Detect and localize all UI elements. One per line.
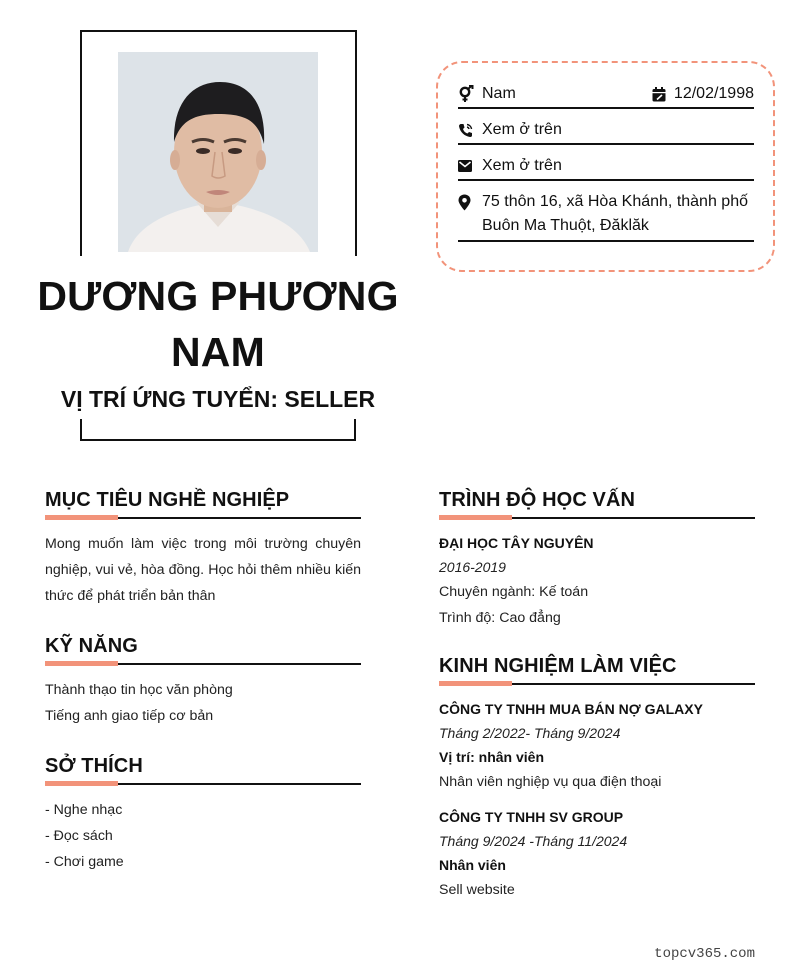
contact-row-gender-dob (458, 82, 754, 109)
dob-value: 12/02/1998 (673, 85, 754, 102)
gender-icon (458, 82, 482, 106)
position-title: VỊ TRÍ ỨNG TUYỂN: SELLER (60, 386, 376, 412)
education-period: 2016-2019 (439, 559, 506, 575)
phone-value: Xem ở trên (482, 121, 562, 138)
school-name: ĐẠI HỌC TÂY NGUYÊN (439, 535, 594, 551)
map-pin-icon (458, 190, 482, 214)
section-divider (439, 515, 755, 521)
job-role: Vị trí: nhân viên (439, 749, 545, 765)
objective-text: Mong muốn làm việc trong môi trường chuyên nghiệp, vui vẻ, hòa đồng. Học hỏi thêm nhiều kiến thức để phát triển bản thân (45, 536, 361, 604)
education-major: Chuyên ngành: Kế toán (439, 584, 589, 600)
skills-title: KỸ NĂNG (45, 635, 138, 657)
decorative-bracket (80, 419, 356, 441)
experience-title: KINH NGHIỆM LÀM VIỆC (439, 655, 677, 677)
watermark: topcv365.com (654, 946, 755, 962)
education-level: Trình độ: Cao đẳng (439, 610, 561, 626)
job-period: Tháng 9/2024 -Tháng 11/2024 (439, 833, 628, 849)
email-value: Xem ở trên (482, 157, 562, 174)
section-experience (439, 653, 755, 903)
envelope-icon (458, 154, 482, 178)
job-description: Nhân viên nghiệp vụ qua điện thoại (439, 774, 662, 790)
job-entry (439, 805, 755, 903)
job-role: Nhân viên (439, 857, 506, 873)
job-company: CÔNG TY TNHH MUA BÁN NỢ GALAXY (439, 701, 703, 717)
section-education (439, 487, 755, 631)
section-divider (45, 661, 361, 667)
calendar-icon (652, 82, 674, 106)
address-value: 75 thôn 16, xã Hòa Khánh, thành phố Buôn Ma Thuột, Đăklăk (482, 193, 748, 234)
section-divider (439, 681, 755, 687)
candidate-name: DƯƠNG PHƯƠNG NAM (37, 273, 399, 375)
contact-row-email (458, 154, 754, 181)
hobbies-title: SỞ THÍCH (45, 755, 143, 777)
contact-box (436, 61, 775, 272)
gender-value: Nam (482, 85, 516, 102)
job-company: CÔNG TY TNHH SV GROUP (439, 809, 624, 825)
objective-title: MỤC TIÊU NGHỀ NGHIỆP (45, 489, 290, 511)
section-skills (45, 633, 361, 729)
section-objective (45, 487, 361, 609)
contact-row-phone (458, 118, 754, 145)
dob-group (652, 82, 754, 106)
job-description: Sell website (439, 882, 515, 898)
section-divider (45, 515, 361, 521)
section-divider (45, 781, 361, 787)
hobby-item: - Đọc sách (45, 828, 113, 844)
skill-item: Tiếng anh giao tiếp cơ bản (45, 708, 214, 724)
job-entry (439, 697, 755, 795)
skill-item: Thành thạo tin học văn phòng (45, 682, 233, 698)
job-period: Tháng 2/2022- Tháng 9/2024 (439, 725, 621, 741)
hobby-item: - Chơi game (45, 854, 124, 870)
phone-icon (458, 118, 482, 142)
contact-row-address (458, 190, 754, 242)
avatar (118, 52, 318, 252)
section-hobbies (45, 753, 361, 875)
education-title: TRÌNH ĐỘ HỌC VẤN (439, 489, 636, 511)
hobby-item: - Nghe nhạc (45, 802, 123, 818)
